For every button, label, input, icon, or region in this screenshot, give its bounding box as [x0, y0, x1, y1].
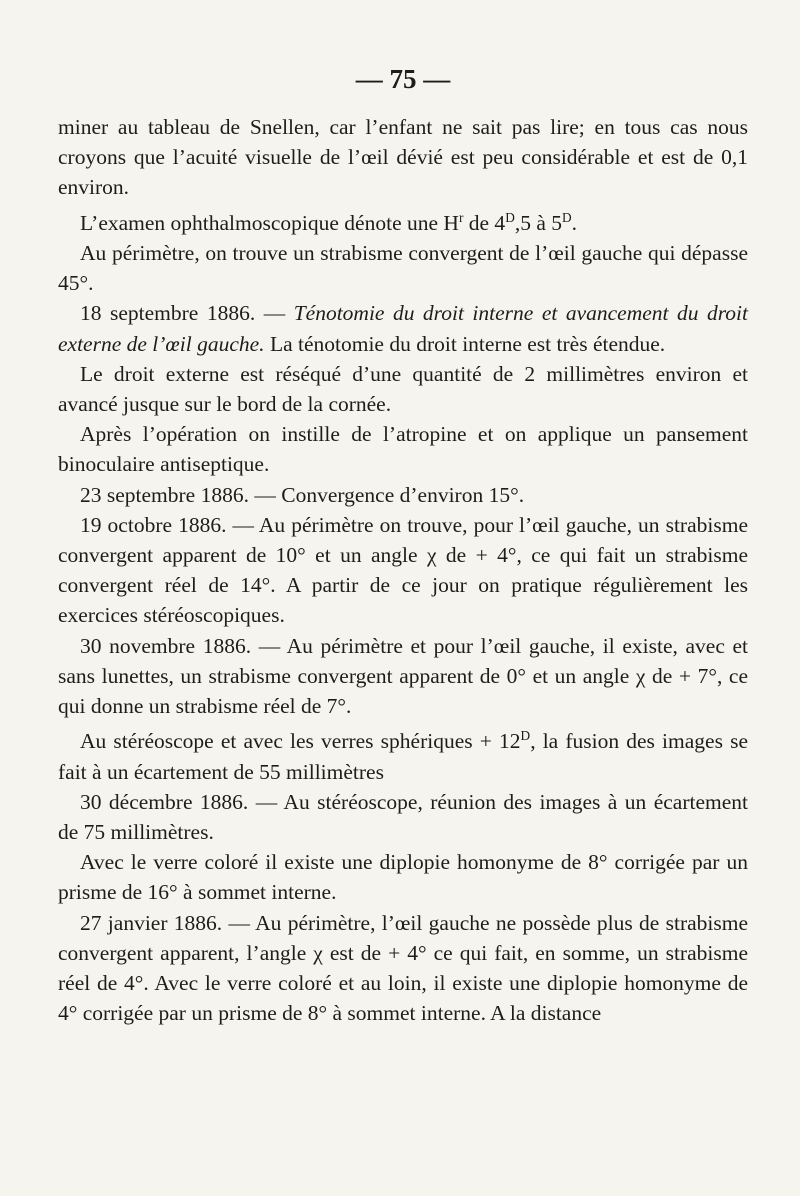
page-number: — 75 — [355, 64, 451, 94]
paragraph: Après l’opération on instille de l’atropine et on applique un pansement binoculaire antiseptique. [58, 422, 748, 477]
paragraph: Avec le verre coloré il existe une diplopie homonyme de 8° corrigée par un prisme de 16° à sommet interne. [58, 850, 748, 905]
paragraph: Au stéréoscope et avec les verres sphériques + $12^D$, la fusion des images se fait à un écartement de 55 millimètres [58, 728, 748, 784]
paragraph: 23 septembre 1886. — Convergence d’environ 15°. [80, 482, 525, 507]
paragraph: L’examen ophthalmoscopique dénote une $H^r$ de $4^D,5$ à $5^D$. [80, 209, 578, 235]
paragraph: 19 octobre 1886. — Au périmètre on trouve, pour l’œil gauche, un strabisme convergent apparent de 10° et un angle χ de + 4°, ce qui fait un strabisme convergent réel de 14°. A partir de ce jour on pratique régulièrement les exercices stéréoscopiques. [58, 512, 748, 628]
date-lead: 18 septembre 1886. — [80, 301, 294, 326]
paragraph-tail: La ténotomie du droit interne est très étendue. [264, 331, 666, 356]
body-text [58, 112, 748, 1028]
paragraph: Au périmètre, on trouve un strabisme convergent de l’œil gauche qui dépasse 45°. [58, 240, 748, 296]
paragraph: miner au tableau de Snellen, car l’enfant ne sait pas lire; en tous cas nous croyons que l’acuité visuelle de l’œil dévié est peu considérable et est de 0,1 environ. [58, 115, 748, 200]
paragraph: 30 novembre 1886. — Au périmètre et pour l’œil gauche, il existe, avec et sans lunettes, un strabisme convergent apparent de 0° et un angle χ de + 7°, ce qui donne un strabisme réel de 7°. [58, 633, 748, 719]
paragraph [58, 298, 748, 358]
paragraph: Le droit externe est réséqué d’une quantité de 2 millimètres environ et avancé jusque sur le bord de la cornée. [58, 361, 748, 416]
operation-title: Ténotomie du droit interne et avancement du droit externe de l’œil gauche. [58, 301, 748, 356]
paragraph: 30 décembre 1886. — Au stéréoscope, réunion des images à un écartement de 75 millimètres. [58, 789, 748, 844]
paragraph: 27 janvier 1886. — Au périmètre, l’œil gauche ne possède plus de strabisme convergent apparent, l’angle χ est de + 4° ce qui fait, en somme, un strabisme réel de 4°. Avec le verre coloré et au loin, il existe une diplopie homonyme de 4° corrigée par un prisme de 8° à sommet interne. A la distance [58, 910, 748, 1026]
